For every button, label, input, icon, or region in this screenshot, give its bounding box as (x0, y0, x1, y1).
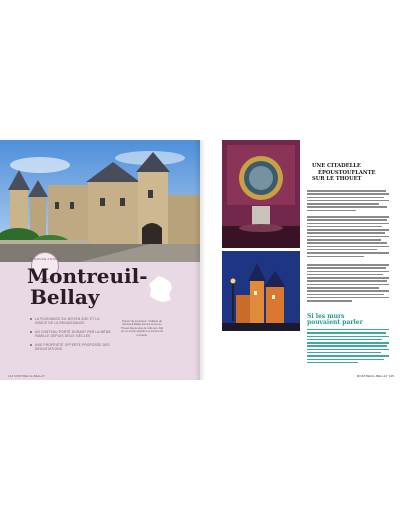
highlight-item: UN CHÂTEAU PORTÉ DURANT PAR LA MÊME FAMILLE DEPUIS DEUX SIÈCLES (30, 330, 112, 338)
left-page (0, 140, 200, 380)
kicker-label: LA DOUCE ANJOU (28, 257, 60, 261)
title-line-1: Montreuil- (27, 264, 148, 288)
castle-night-photo (222, 251, 300, 331)
page-fold (194, 140, 206, 380)
body-text-block-1 (307, 190, 389, 213)
subheading: Si les murs pouvaient parler (307, 313, 363, 327)
section-title: UNE CITADELLE ÉPOUSTOUFLANTE SUR LE THOUET (312, 163, 376, 183)
title-line-2: Bellay (30, 285, 100, 309)
interior-mirror-photo (222, 140, 300, 248)
highlights-list (30, 317, 112, 356)
photo-caption: Prenez de la hauteur : Château de Montreuil-Bellay domine la rive du Thouet depuis plus de mille ans, bâti sur un ancien oppidum et entouré de remparts. (120, 320, 164, 337)
bullet-dot-icon (30, 331, 32, 333)
page-title (27, 266, 147, 308)
folio-left: 124 MONTREUIL-BELLAY (8, 374, 46, 378)
highlight-item: LA PUISSANCE DU MOYEN ÂGE ET LA GRÂCE DE LA RENAISSANCE (30, 317, 112, 325)
france-map-icon (146, 274, 176, 304)
bullet-dot-icon (30, 344, 32, 346)
body-text-block-2 (307, 216, 389, 259)
highlight-item: UNE PROPRIÉTÉ OFFERTE PROPOSÉE DES DÉGUSTATIONS (30, 343, 112, 351)
castle-hero-photo (0, 140, 200, 262)
folio-right: MONTREUIL-BELLAY 125 (356, 374, 394, 378)
teal-text-block (307, 329, 389, 365)
body-text-block-3 (307, 264, 389, 304)
right-page (200, 140, 400, 380)
bullet-dot-icon (30, 318, 32, 320)
